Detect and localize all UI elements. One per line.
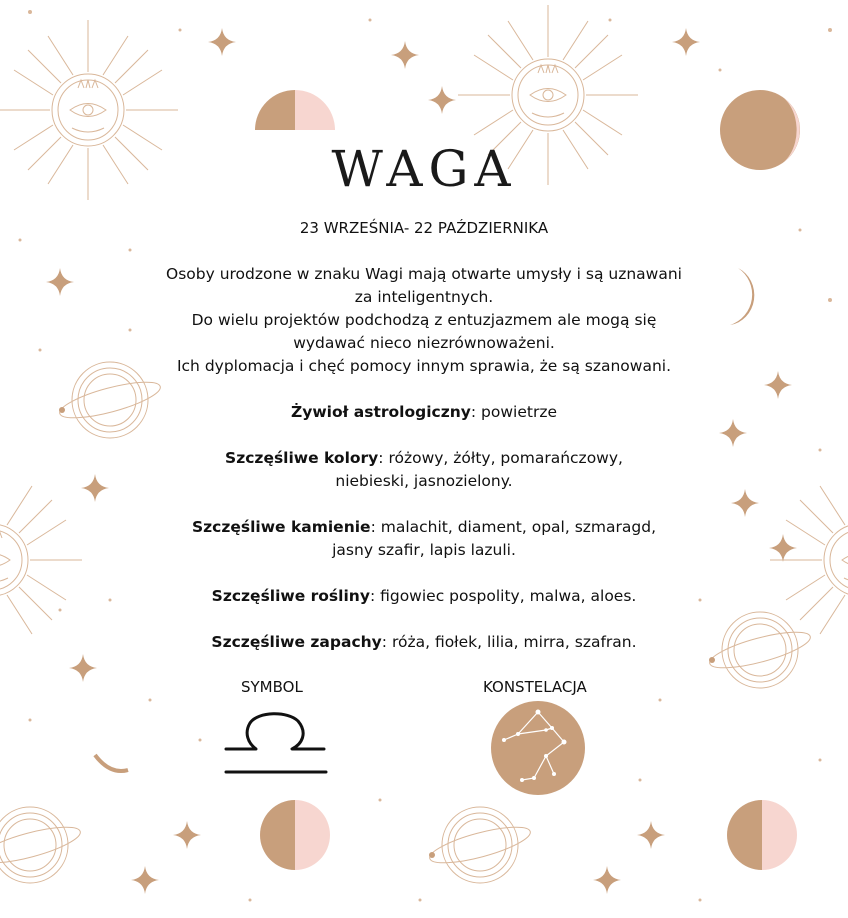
fact-element: Żywioł astrologiczny: powietrze xyxy=(290,403,557,421)
description-line: Ich dyplomacja i chęć pomocy innym sprawia, że są szanowani. xyxy=(176,357,672,375)
fact-value: malachit, diament, opal, szmaragd, jasny szafir, lapis lazuli. xyxy=(332,518,657,559)
fact-colors: Szczęśliwe kolory: różowy, żółty, pomarańczowy, niebieski, jasnozielony. xyxy=(225,449,623,490)
fact-value: różowy, żółty, pomarańczowy, niebieski, jasnozielony. xyxy=(335,449,623,490)
libra-symbol-icon xyxy=(220,706,332,778)
sun-icon xyxy=(0,470,82,650)
description xyxy=(150,263,698,378)
fact-label: Żywioł astrologiczny xyxy=(290,403,471,421)
fact-scents: Szczęśliwe zapachy: róża, fiołek, lilia, mirra, szafran. xyxy=(211,633,637,651)
description-line: Osoby urodzone w znaku Wagi mają otwarte umysły i są uznawani xyxy=(166,265,682,283)
date-range: 23 WRZEŚNIA- 22 PAŹDZIERNIKA xyxy=(299,219,549,237)
fact-value: figowiec pospolity, malwa, aloes. xyxy=(380,587,637,605)
fact-value: róża, fiołek, lilia, mirra, szafran. xyxy=(391,633,637,651)
constellation-heading: KONSTELACJA xyxy=(483,678,587,696)
description-line: wydawać nieco niezrównoważeni. xyxy=(293,334,555,352)
description-line: za inteligentnych. xyxy=(354,288,494,306)
page-title: WAGA xyxy=(331,140,517,198)
constellation-icon xyxy=(490,700,586,796)
sun-icon xyxy=(770,470,848,650)
fact-plants: Szczęśliwe rośliny: figowiec pospolity, malwa, aloes. xyxy=(211,587,637,605)
symbol-heading: SYMBOL xyxy=(241,678,303,696)
fact-value: powietrze xyxy=(481,403,557,421)
fact-label: Szczęśliwe kolory xyxy=(225,449,379,467)
fact-stones: Szczęśliwe kamienie: malachit, diament, opal, szmaragd, jasny szafir, lapis lazuli. xyxy=(191,518,657,559)
fact-label: Szczęśliwe rośliny xyxy=(211,587,370,605)
fact-label: Szczęśliwe zapachy xyxy=(211,633,382,651)
description-line: Do wielu projektów podchodzą z entuzjazmem ale mogą się xyxy=(191,311,657,329)
fact-label: Szczęśliwe kamienie xyxy=(191,518,371,536)
